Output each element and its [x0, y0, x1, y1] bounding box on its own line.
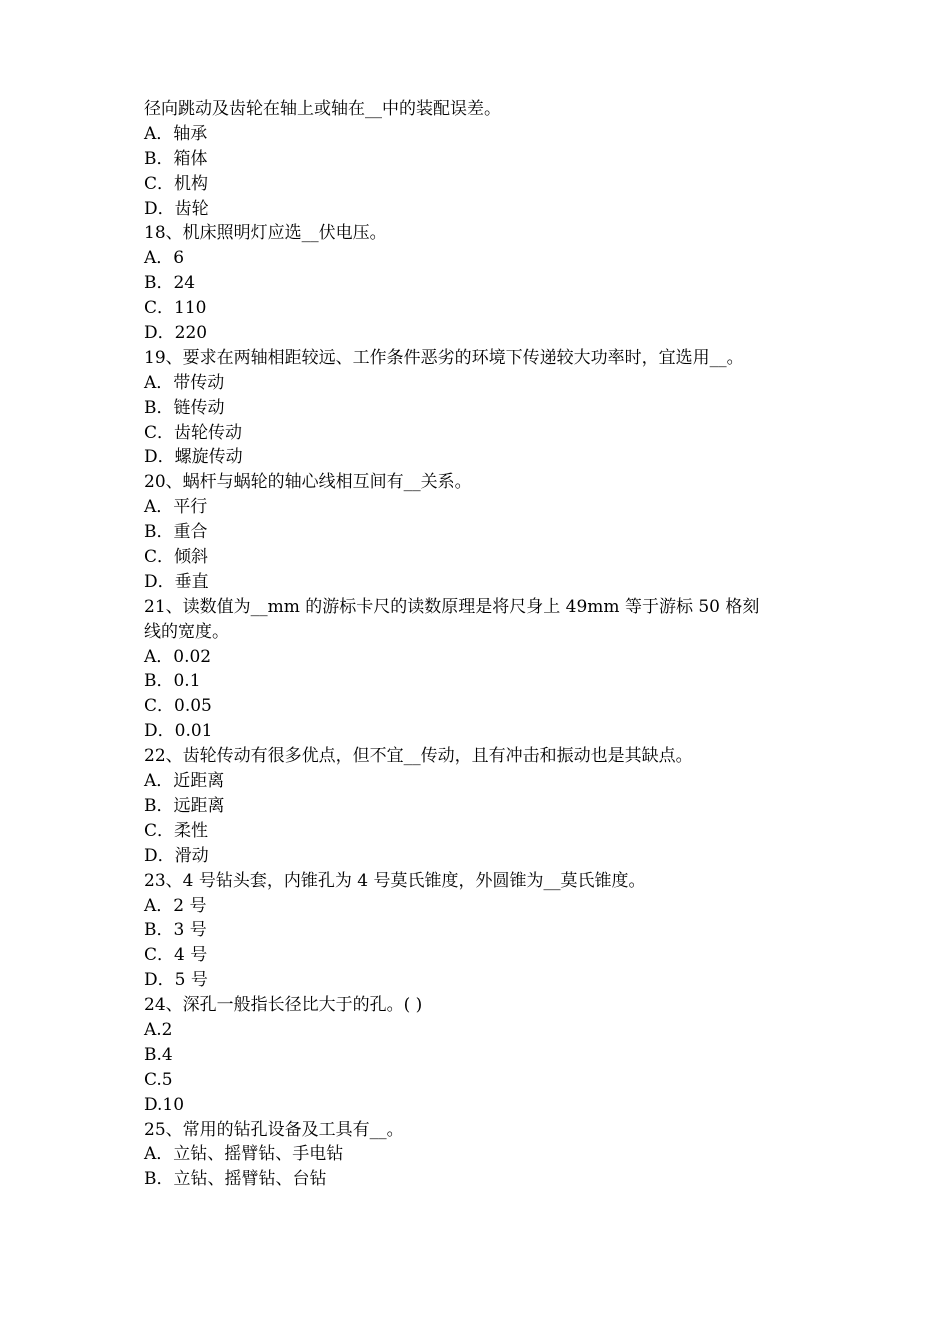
option-c: C．110	[144, 298, 207, 319]
option-b: B．远距离	[144, 795, 225, 816]
option-a: A．2 号	[144, 895, 207, 916]
option-a: A．6	[144, 248, 185, 269]
option-c: C．4 号	[144, 945, 208, 966]
option-d: D．220	[144, 323, 208, 344]
option-d: D．0.01	[144, 721, 213, 742]
option-c: C．齿轮传动	[144, 422, 243, 443]
option-b: B．0.1	[144, 671, 201, 692]
question-19: 19、要求在两轴相距较远、工作条件恶劣的环境下传递较大功率时，宜选用__。	[144, 347, 744, 368]
option-a: A．近距离	[144, 771, 225, 792]
option-c: C．0.05	[144, 696, 212, 717]
option-c: C.5	[144, 1069, 173, 1090]
option-d: D．齿轮	[144, 198, 209, 219]
option-b: B．箱体	[144, 148, 208, 169]
option-b: B.4	[144, 1044, 173, 1065]
question-24: 24、深孔一般指长径比大于的孔。( )	[144, 995, 423, 1016]
option-d: D．垂直	[144, 571, 209, 592]
option-a: A．轴承	[144, 123, 208, 144]
option-a: A．平行	[144, 497, 208, 518]
question-22: 22、齿轮传动有很多优点，但不宜__传动，且有冲击和振动也是其缺点。	[144, 746, 693, 767]
question-23: 23、4 号钻头套，内锥孔为 4 号莫氏锥度，外圆锥为__莫氏锥度。	[144, 870, 646, 891]
question-continuation: 径向跳动及齿轮在轴上或轴在__中的装配误差。	[144, 99, 501, 119]
option-d: D.10	[144, 1094, 185, 1115]
document-page	[144, 97, 824, 1192]
option-b: B．24	[144, 273, 196, 294]
option-c: C．倾斜	[144, 547, 209, 568]
question-21-continuation: 线的宽度。	[144, 621, 229, 642]
question-25: 25、常用的钻孔设备及工具有__。	[144, 1119, 404, 1140]
option-c: C．机构	[144, 173, 209, 194]
question-18: 18、机床照明灯应选__伏电压。	[144, 223, 387, 244]
option-a: A．立钻、摇臂钻、手电钻	[144, 1144, 344, 1165]
option-b: B．3 号	[144, 920, 207, 941]
option-a: A.2	[144, 1019, 173, 1040]
option-a: A．0.02	[144, 646, 212, 667]
option-d: D．滑动	[144, 845, 209, 866]
option-d: D．螺旋传动	[144, 447, 243, 468]
option-a: A．带传动	[144, 372, 225, 393]
option-b: B．立钻、摇臂钻、台钻	[144, 1169, 327, 1190]
option-b: B．链传动	[144, 397, 225, 418]
question-21: 21、读数值为__mm 的游标卡尺的读数原理是将尺身上 49mm 等于游标 50 格刻	[144, 596, 760, 617]
option-c: C．柔性	[144, 820, 209, 841]
option-d: D．5 号	[144, 970, 208, 991]
question-20: 20、蜗杆与蜗轮的轴心线相互间有__关系。	[144, 472, 472, 493]
option-b: B．重合	[144, 522, 208, 543]
